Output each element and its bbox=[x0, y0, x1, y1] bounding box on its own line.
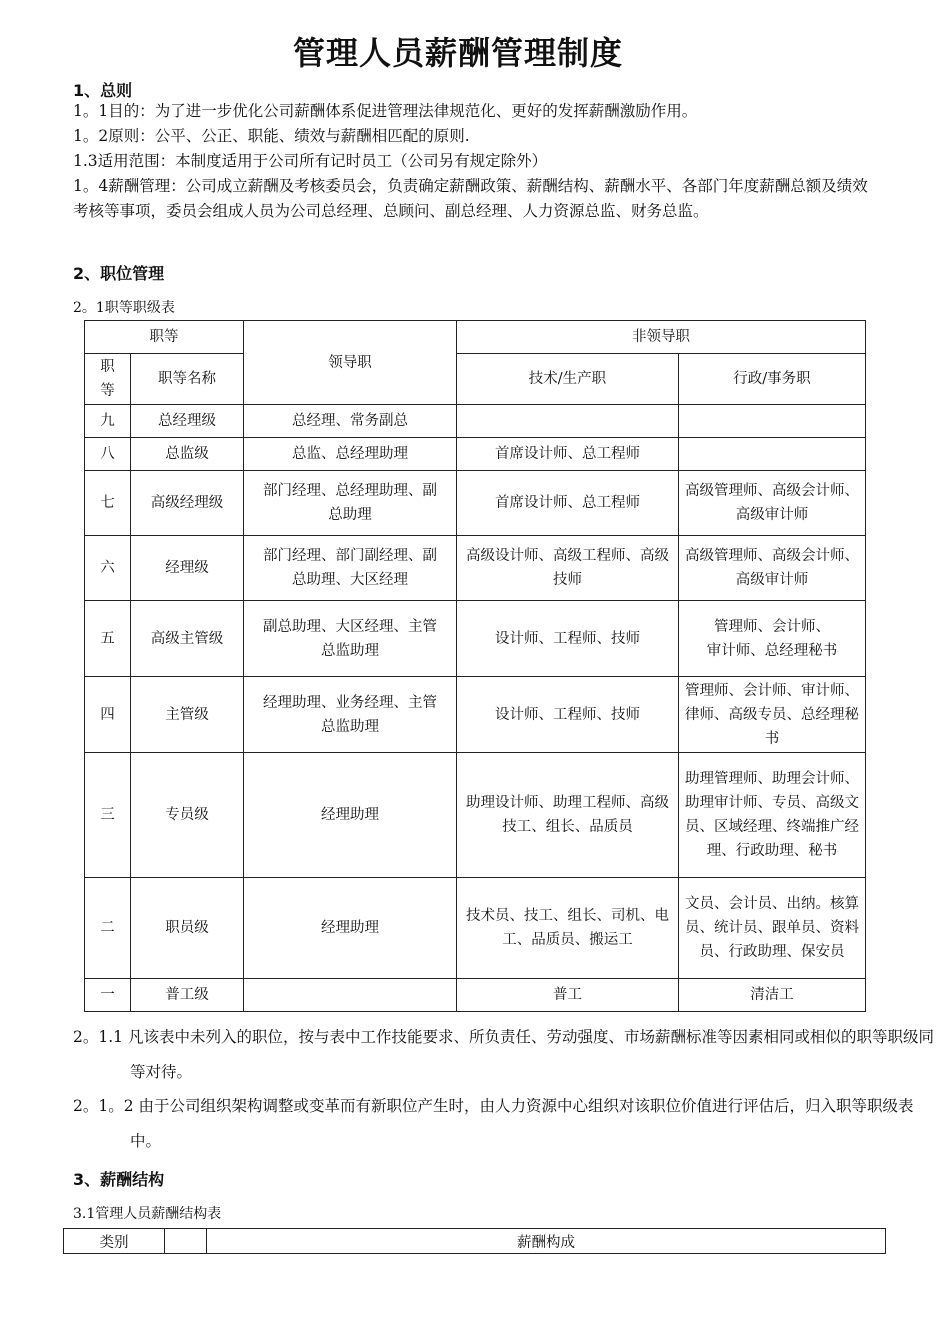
header-grade-short: 职等 bbox=[85, 354, 131, 405]
tech-cell: 首席设计师、总工程师 bbox=[457, 438, 679, 471]
table-caption-structure: 3.1管理人员薪酬结构表 bbox=[73, 1206, 222, 1222]
table-caption-grades: 2。1职等职级表 bbox=[73, 300, 175, 316]
grade-name-cell: 总经理级 bbox=[131, 405, 244, 438]
table-row bbox=[85, 405, 866, 438]
admin-cell: 高级管理师、高级会计师、高级审计师 bbox=[679, 471, 866, 536]
leader-cell: 经理助理 bbox=[244, 753, 457, 878]
leader-cell: 部门经理、部门副经理、副总助理、大区经理 bbox=[244, 536, 457, 601]
leader-cell bbox=[244, 979, 457, 1012]
section-heading-general: 1、总则 bbox=[73, 81, 133, 100]
tech-cell: 技术员、技工、组长、司机、电工、品质员、搬运工 bbox=[457, 878, 679, 979]
tech-cell: 设计师、工程师、技师 bbox=[457, 601, 679, 677]
admin-cell: 高级管理师、高级会计师、高级审计师 bbox=[679, 536, 866, 601]
paragraph-purpose: 1。1目的：为了进一步优化公司薪酬体系促进管理法律规范化、更好的发挥薪酬激励作用。 bbox=[73, 102, 698, 120]
tech-cell: 首席设计师、总工程师 bbox=[457, 471, 679, 536]
admin-line: 管理师、会计师、 bbox=[714, 618, 830, 635]
grade-cell: 二 bbox=[85, 878, 131, 979]
paragraph-scope: 1.3适用范围：本制度适用于公司所有记时员工（公司另有规定除外） bbox=[73, 152, 548, 170]
table-row bbox=[85, 536, 866, 601]
header-tech: 技术/生产职 bbox=[457, 354, 679, 405]
grade-cell: 七 bbox=[85, 471, 131, 536]
grade-cell: 一 bbox=[85, 979, 131, 1012]
grade-cell: 六 bbox=[85, 536, 131, 601]
header-nonleader: 非领导职 bbox=[457, 321, 866, 354]
leader-cell bbox=[244, 677, 457, 753]
admin-cell bbox=[679, 438, 866, 471]
tech-cell: 设计师、工程师、技师 bbox=[457, 677, 679, 753]
paragraph-management: 1。4薪酬管理：公司成立薪酬及考核委员会，负责确定薪酬政策、薪酬结构、薪酬水平、各部门年度薪酬总额及绩效考核等事项，委员会组成人员为公司总经理、总顾问、副总经理、人力资源总监、财务总监。 bbox=[73, 177, 868, 220]
admin-cell bbox=[679, 601, 866, 677]
leader-cell bbox=[244, 601, 457, 677]
admin-cell: 管理师、会计师、审计师、律师、高级专员、总经理秘书 bbox=[679, 677, 866, 753]
table-row bbox=[85, 601, 866, 677]
grade-cell: 四 bbox=[85, 677, 131, 753]
paragraph-principle: 1。2原则：公平、公正、职能、绩效与薪酬相匹配的原则. bbox=[73, 127, 470, 145]
leader-line: 副总助理、大区经理、主管 bbox=[263, 618, 437, 635]
table-row bbox=[85, 878, 866, 979]
grade-cell: 三 bbox=[85, 753, 131, 878]
grade-cell: 九 bbox=[85, 405, 131, 438]
header-blank bbox=[165, 1229, 207, 1254]
grade-name-cell: 专员级 bbox=[131, 753, 244, 878]
header-admin: 行政/事务职 bbox=[679, 354, 866, 405]
leader-cell: 经理助理 bbox=[244, 878, 457, 979]
leader-line: 总监助理 bbox=[321, 718, 379, 735]
tech-cell: 普工 bbox=[457, 979, 679, 1012]
table-row bbox=[85, 979, 866, 1012]
tech-cell bbox=[457, 405, 679, 438]
admin-cell: 清洁工 bbox=[679, 979, 866, 1012]
tech-cell: 高级设计师、高级工程师、高级技师 bbox=[457, 536, 679, 601]
note-unlisted-positions: 2。1.1 凡该表中未列入的职位，按与表中工作技能要求、所负责任、劳动强度、市场薪酬标准等因素相同或相似的职等职级同等对待。 bbox=[73, 1028, 934, 1081]
grade-name-cell: 高级主管级 bbox=[131, 601, 244, 677]
admin-line: 审计师、总经理秘书 bbox=[706, 642, 838, 659]
leader-cell: 部门经理、总经理助理、副总助理 bbox=[244, 471, 457, 536]
grade-cell: 五 bbox=[85, 601, 131, 677]
page-title: 管理人员薪酬管理制度 bbox=[292, 34, 623, 72]
leader-line: 经理助理、业务经理、主管 bbox=[263, 694, 437, 711]
grade-cell: 八 bbox=[85, 438, 131, 471]
grade-name-cell: 经理级 bbox=[131, 536, 244, 601]
grade-name-cell: 普工级 bbox=[131, 979, 244, 1012]
leader-line: 总监助理 bbox=[321, 642, 379, 659]
grade-name-cell: 总监级 bbox=[131, 438, 244, 471]
table-row bbox=[85, 471, 866, 536]
table-row bbox=[85, 753, 866, 878]
note-new-positions: 2。1。2 由于公司组织架构调整或变革而有新职位产生时，由人力资源中心组织对该职位价值进行评估后，归入职等职级表中。 bbox=[73, 1097, 914, 1150]
header-grade: 职等 bbox=[85, 321, 244, 354]
grade-name-cell: 职员级 bbox=[131, 878, 244, 979]
header-composition: 薪酬构成 bbox=[207, 1229, 886, 1254]
table-row bbox=[85, 677, 866, 753]
section-heading-structure: 3、薪酬结构 bbox=[73, 1170, 165, 1189]
table-row bbox=[85, 438, 866, 471]
admin-cell: 文员、会计员、出纳。核算员、统计员、跟单员、资料员、行政助理、保安员 bbox=[679, 878, 866, 979]
grade-name-cell: 主管级 bbox=[131, 677, 244, 753]
salary-structure-table bbox=[63, 1228, 886, 1254]
grade-name-cell: 高级经理级 bbox=[131, 471, 244, 536]
tech-cell: 助理设计师、助理工程师、高级技工、组长、品质员 bbox=[457, 753, 679, 878]
header-category: 类别 bbox=[64, 1229, 165, 1254]
admin-cell bbox=[679, 405, 866, 438]
section-heading-position: 2、职位管理 bbox=[73, 264, 165, 283]
header-leader: 领导职 bbox=[244, 321, 457, 405]
leader-cell: 总经理、常务副总 bbox=[244, 405, 457, 438]
grade-table bbox=[84, 320, 866, 1012]
admin-cell: 助理管理师、助理会计师、助理审计师、专员、高级文员、区域经理、终端推广经理、行政助理、秘书 bbox=[679, 753, 866, 878]
header-grade-name: 职等名称 bbox=[131, 354, 244, 405]
leader-cell: 总监、总经理助理 bbox=[244, 438, 457, 471]
